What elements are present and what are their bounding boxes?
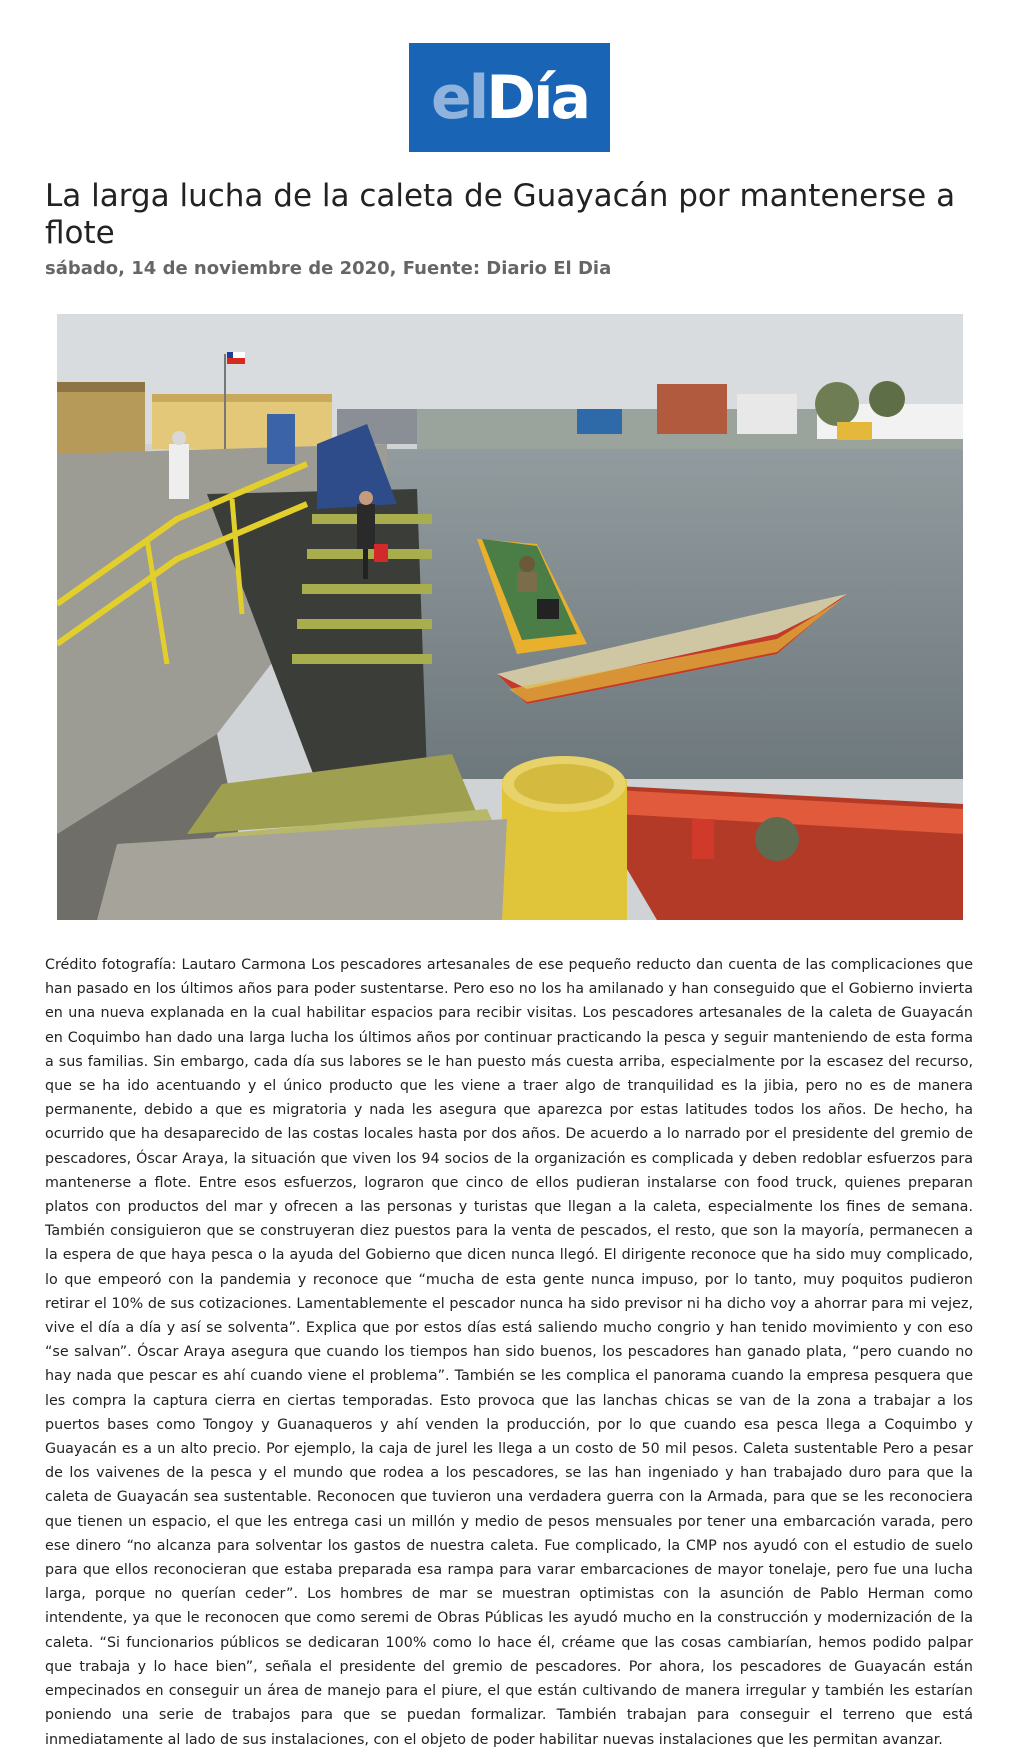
logo-part-dia: Día: [486, 62, 589, 133]
article-body: Crédito fotografía: Lautaro Carmona Los pescadores artesanales de ese pequeño reducto dan cuenta de las complicaciones que han pasado en los últimos años para poder sustentarse. Pero eso no los ha amilanado y han conseguido que el Gobierno invierta en una nueva explanada en la cual habilitar espacios para recibir visitas. Los pescadores artesanales de la caleta de Guayacán en Coquimbo han dado una larga lucha los últimos años por continuar practicando la pesca y seguir manteniendo de esta forma a sus familias. Sin embargo, cada día sus labores se le han puesto más cuesta arriba, especialmente por la escasez del recurso, que se ha ido acentuando y el único producto que les viene a traer algo de tranquilidad es la jibia, pero no es de manera permanente, debido a que es migratoria y nada les asegura que aparezca por estas latitudes todos los años. De hecho, ha ocurrido que ha desaparecido de las costas locales hasta por dos años. De acuerdo a lo narrado por el presidente del gremio de pescadores, Óscar Araya, la situación que viven los 94 socios de la organización es complicada y deben redoblar esfuerzos para mantenerse a flote. Entre esos esfuerzos, lograron que cinco de ellos pudieran instalarse con food truck, quienes preparan platos con productos del mar y ofrecen a las personas y turistas que llegan a la caleta, especialmente los fines de semana. También consiguieron que se construyeran diez puestos para la venta de pescados, el resto, que son la mayoría, permanecen a la espera de que haya pesca o la ayuda del Gobierno que dicen nunca llegó. El dirigente reconoce que ha sido muy complicado, lo que empeoró con la pandemia y reconoce que “mucha de esta gente nunca impuso, por lo tanto, muy poquitos pudieron retirar el 10% de sus cotizaciones. Lamentablemente el pescador nunca ha sido previsor ni ha dicho voy a ahorrar para mi vejez, vive el día a día y así se solventa”. Explica que por estos días está saliendo mucho congrio y han tenido movimiento y con eso “se salvan”. Óscar Araya asegura que cuando los tiempos han sido buenos, los pescadores han ganado plata, “pero cuando no hay nada que pescar es ahí cuando viene el problema”. También se les complica el panorama cuando la empresa pesquera que les compra la captura cierra en ciertas temporadas. Esto provoca que las lanchas chicas se van de la zona a trabajar a los puertos bases como Tongoy y Guanaqueros y ahí venden la producción, por lo que cuando esa pesca llega a Coquimbo y Guayacán es a un alto precio. Por ejemplo, la caja de jurel les llega a un costo de 50 mil pesos. Caleta sustentable Pero a pesar de los vaivenes de la pesca y el mundo que rodea a los pescadores, se las han ingeniado y han trabajado duro para que la caleta de Guayacán sea sustentable. Reconocen que tuvieron una verdadera guerra con la Armada, para que se les reconociera que tienen un espacio, el que les entrega casi un millón y medio de pesos mensuales por tener una embarcación varada, pero ese dinero “no alcanza para solventar los gastos de nuestra caleta. Fue complicado, la CMP nos ayudó con el estudio de suelo para que ellos reconocieran que estaba preparada esa rampa para varar embarcaciones de mayor tonelaje, pero fue una lucha larga, porque no querían ceder”. Los hombres de mar se muestran optimistas con la asunción de Pablo Herman como intendente, ya que le reconocen que como seremi de Obras Públicas les ayudó mucho en la construcción y modernización de la caleta. “Si funcionarios públicos se dedicaran 100% como lo hace él, créame que las cosas cambiarían, hemos podido palpar que trabaja y lo hace bien”, señala el presidente del gremio de pescadores. Por ahora, los pescadores de Guayacán están empecinados en conseguir un área de manejo para el piure, el que están cultivando de manera irregular y también les estarían poniendo una serie de trabajos para que se puedan formalizar. También trabajan para conseguir el terreno que está inmediatamente al lado de sus instalaciones, con el objeto de poder habilitar nuevas instalaciones que les permitan avanzar.: [45, 957, 973, 1748]
logo-part-el: el: [430, 62, 487, 133]
logo-text: [430, 62, 589, 133]
article-title: La larga lucha de la caleta de Guayacán por mantenerse a flote: [45, 178, 956, 252]
newspaper-logo: [409, 43, 610, 152]
photo-illustration: [57, 314, 963, 920]
article-dateline: sábado, 14 de noviembre de 2020, Fuente: Diario El Dia: [45, 258, 612, 279]
article-photo: [57, 314, 963, 920]
